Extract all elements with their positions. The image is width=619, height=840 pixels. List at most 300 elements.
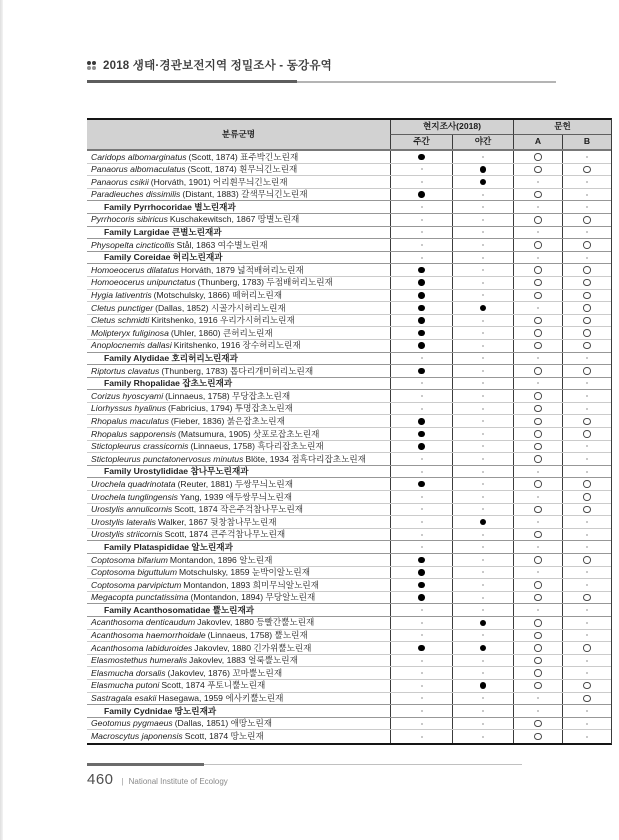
empty-dot-icon [586, 257, 588, 259]
empty-dot-icon [421, 622, 423, 624]
species-row [87, 554, 611, 567]
mark-cell-야간 [452, 227, 513, 239]
mark-cell-야간 [452, 667, 513, 679]
footer-divider: | [121, 777, 124, 786]
filled-circle-icon [418, 292, 425, 299]
mark-cell-B [562, 353, 611, 365]
mark-cell-주간 [390, 529, 452, 541]
species-row [87, 504, 611, 517]
open-circle-icon [583, 480, 591, 488]
empty-dot-icon [537, 206, 539, 208]
mark-cell-주간 [390, 693, 452, 705]
species-table [87, 118, 612, 745]
mark-cell-주간 [390, 214, 452, 226]
empty-dot-icon [482, 710, 484, 712]
column-header-night: 야간 [452, 135, 513, 150]
mark-cell-A [513, 567, 562, 579]
mark-cell-B [562, 491, 611, 503]
empty-dot-icon [586, 206, 588, 208]
footer-rule-dark [87, 763, 204, 766]
family-row [87, 541, 611, 554]
mark-cell-B [562, 390, 611, 402]
empty-dot-icon [586, 534, 588, 536]
taxon-name: Stictopleurus punctatonervosus minutus Blöte, 1934 점흑다리잡초노린재 [91, 453, 366, 464]
open-circle-icon [534, 279, 542, 287]
mark-cell-주간 [390, 554, 452, 566]
mark-cell-B [562, 189, 611, 201]
species-row [87, 529, 611, 542]
empty-dot-icon [586, 181, 588, 183]
mark-cell-주간 [390, 592, 452, 604]
empty-dot-icon [586, 156, 588, 158]
taxon-name: Homoeocerus dilatatus Horváth, 1879 넓적배허리노린재 [91, 264, 304, 275]
open-circle-icon [583, 695, 591, 703]
species-row [87, 617, 611, 630]
open-circle-icon [534, 241, 542, 249]
open-circle-icon [534, 216, 542, 224]
mark-cell-주간 [390, 516, 452, 528]
filled-circle-icon [418, 443, 425, 450]
open-circle-icon [534, 166, 542, 174]
mark-cell-야간 [452, 365, 513, 377]
taxon-name: Molipteryx fuliginosa (Uhler, 1860) 큰허리노린재 [91, 327, 273, 338]
mark-cell-A [513, 554, 562, 566]
taxon-name: Elasmucha putoni Scott, 1874 푸토니뿔노린재 [91, 680, 266, 691]
mark-cell-야간 [452, 642, 513, 654]
mark-cell-A [513, 730, 562, 743]
mark-cell-A [513, 466, 562, 478]
mark-cell-주간 [390, 415, 452, 427]
mark-cell-주간 [390, 491, 452, 503]
taxon-name: Urostylis annulicornis Scott, 1874 작은주걱참나무노린재 [91, 504, 304, 515]
mark-cell-A [513, 239, 562, 251]
empty-dot-icon [421, 471, 423, 473]
family-row [87, 252, 611, 265]
mark-cell-주간 [390, 315, 452, 327]
open-circle-icon [534, 153, 542, 161]
page-title: 2018 생태·경관보전지역 정밀조사 - 동강유역 [103, 60, 332, 72]
empty-dot-icon [421, 634, 423, 636]
table-header [87, 120, 611, 151]
empty-dot-icon [482, 508, 484, 510]
mark-cell-B [562, 617, 611, 629]
mark-cell-야간 [452, 680, 513, 692]
filled-circle-icon [418, 368, 425, 375]
empty-dot-icon [586, 408, 588, 410]
empty-dot-icon [482, 546, 484, 548]
empty-dot-icon [482, 206, 484, 208]
mark-cell-A [513, 516, 562, 528]
taxon-name: Urochela quadrinotata (Reuter, 1881) 두쌍무늬노린재 [91, 478, 293, 489]
open-circle-icon [583, 682, 591, 690]
species-row [87, 693, 611, 706]
mark-cell-B [562, 592, 611, 604]
empty-dot-icon [482, 156, 484, 158]
mark-cell-A [513, 617, 562, 629]
mark-cell-A [513, 302, 562, 314]
taxon-name: Urostylis striicornis Scott, 1874 큰주걱참나무노린재 [91, 529, 286, 540]
species-row [87, 428, 611, 441]
mark-cell-B [562, 252, 611, 264]
mark-cell-B [562, 667, 611, 679]
mark-cell-B [562, 214, 611, 226]
family-row [87, 378, 611, 391]
species-row [87, 365, 611, 378]
empty-dot-icon [482, 634, 484, 636]
mark-cell-B [562, 730, 611, 743]
species-row [87, 290, 611, 303]
species-row [87, 667, 611, 680]
open-circle-icon [534, 329, 542, 337]
family-row [87, 705, 611, 718]
mark-cell-주간 [390, 353, 452, 365]
species-row [87, 453, 611, 466]
open-circle-icon [534, 581, 542, 589]
table-body [87, 151, 611, 743]
filled-circle-icon [480, 305, 487, 312]
empty-dot-icon [586, 458, 588, 460]
filled-circle-icon [418, 305, 425, 312]
empty-dot-icon [421, 723, 423, 725]
mark-cell-야간 [452, 315, 513, 327]
mark-cell-야간 [452, 617, 513, 629]
empty-dot-icon [537, 496, 539, 498]
mark-cell-야간 [452, 302, 513, 314]
mark-cell-야간 [452, 579, 513, 591]
taxon-name: Riptortus clavatus (Thunberg, 1783) 톱다리개미허리노린재 [91, 365, 314, 376]
mark-cell-B [562, 164, 611, 176]
empty-dot-icon [537, 181, 539, 183]
mark-cell-야간 [452, 604, 513, 616]
mark-cell-A [513, 504, 562, 516]
mark-cell-주간 [390, 642, 452, 654]
mark-cell-B [562, 567, 611, 579]
filled-circle-icon [418, 154, 425, 161]
empty-dot-icon [586, 672, 588, 674]
open-circle-icon [534, 619, 542, 627]
mark-cell-주간 [390, 340, 452, 352]
mark-cell-주간 [390, 453, 452, 465]
empty-dot-icon [421, 672, 423, 674]
mark-cell-야간 [452, 415, 513, 427]
mark-cell-야간 [452, 428, 513, 440]
mark-cell-야간 [452, 340, 513, 352]
empty-dot-icon [482, 697, 484, 699]
mark-cell-B [562, 466, 611, 478]
species-row [87, 164, 611, 177]
taxon-name: Macroscytus japonensis Scott, 1874 땅노린재 [91, 731, 264, 742]
mark-cell-야간 [452, 378, 513, 390]
family-row [87, 353, 611, 366]
mark-cell-A [513, 655, 562, 667]
family-label: Family Pyrrhocoridae 별노린재과 [104, 201, 236, 212]
empty-dot-icon [537, 609, 539, 611]
column-group-field-survey: 현지조사(2018) [390, 120, 513, 135]
species-row [87, 680, 611, 693]
empty-dot-icon [482, 534, 484, 536]
mark-cell-B [562, 403, 611, 415]
open-circle-icon [583, 329, 591, 337]
mark-cell-A [513, 227, 562, 239]
mark-cell-A [513, 680, 562, 692]
mark-cell-야간 [452, 504, 513, 516]
filled-circle-icon [418, 569, 425, 576]
empty-dot-icon [482, 395, 484, 397]
species-row [87, 340, 611, 353]
empty-dot-icon [482, 559, 484, 561]
empty-dot-icon [482, 458, 484, 460]
species-row [87, 277, 611, 290]
mark-cell-야간 [452, 554, 513, 566]
empty-dot-icon [421, 357, 423, 359]
open-circle-icon [583, 317, 591, 325]
empty-dot-icon [482, 294, 484, 296]
mark-cell-야간 [452, 491, 513, 503]
mark-cell-B [562, 718, 611, 730]
empty-dot-icon [482, 433, 484, 435]
empty-dot-icon [421, 660, 423, 662]
open-circle-icon [583, 292, 591, 300]
empty-dot-icon [482, 194, 484, 196]
taxon-name: Acanthosoma denticaudum Jakovlev, 1880 등빨간뿔노린재 [91, 617, 315, 628]
open-circle-icon [534, 682, 542, 690]
open-circle-icon [583, 493, 591, 501]
mark-cell-A [513, 630, 562, 642]
mark-cell-야간 [452, 201, 513, 213]
mark-cell-A [513, 252, 562, 264]
open-circle-icon [534, 720, 542, 728]
species-row [87, 655, 611, 668]
taxon-name: Physopelta cincticollis Stål, 1863 여수별노린재 [91, 239, 268, 250]
mark-cell-B [562, 340, 611, 352]
family-row [87, 466, 611, 479]
mark-cell-A [513, 529, 562, 541]
family-label: Family Plataspididae 알노린재과 [104, 541, 233, 552]
mark-cell-주간 [390, 252, 452, 264]
open-circle-icon [534, 430, 542, 438]
mark-cell-주간 [390, 504, 452, 516]
mark-cell-주간 [390, 151, 452, 163]
family-row [87, 201, 611, 214]
open-circle-icon [534, 733, 542, 741]
empty-dot-icon [537, 521, 539, 523]
empty-dot-icon [421, 231, 423, 233]
empty-dot-icon [482, 609, 484, 611]
taxon-name: Acanthosoma labiduroides Jakovlev, 1880 긴가위뿔노린재 [91, 642, 312, 653]
empty-dot-icon [482, 370, 484, 372]
mark-cell-야간 [452, 176, 513, 188]
empty-dot-icon [421, 534, 423, 536]
mark-cell-야간 [452, 529, 513, 541]
mark-cell-주간 [390, 327, 452, 339]
mark-cell-A [513, 340, 562, 352]
mark-cell-야간 [452, 403, 513, 415]
footer-rule-light [204, 764, 522, 766]
open-circle-icon [534, 367, 542, 375]
mark-cell-주간 [390, 680, 452, 692]
mark-cell-A [513, 642, 562, 654]
mark-cell-B [562, 428, 611, 440]
empty-dot-icon [482, 244, 484, 246]
empty-dot-icon [586, 622, 588, 624]
taxon-name: Urostylis lateralis Walker, 1867 뒷창참나무노린재 [91, 516, 277, 527]
empty-dot-icon [482, 445, 484, 447]
mark-cell-주간 [390, 579, 452, 591]
empty-dot-icon [586, 660, 588, 662]
mark-cell-야간 [452, 290, 513, 302]
mark-cell-야간 [452, 214, 513, 226]
mark-cell-B [562, 642, 611, 654]
mark-cell-B [562, 315, 611, 327]
mark-cell-B [562, 705, 611, 717]
mark-cell-주간 [390, 277, 452, 289]
taxon-name: Pyrrhocoris sibiricus Kuschakewitsch, 1867 땅별노린재 [91, 214, 300, 225]
mark-cell-A [513, 378, 562, 390]
open-circle-icon [534, 594, 542, 602]
family-label: Family Alydidae 호리허리노린재과 [104, 353, 238, 363]
column-header-taxon: 분류군명 [221, 129, 256, 140]
scan-edge-artifact [0, 0, 3, 840]
mark-cell-A [513, 441, 562, 453]
family-label: Family Largidae 큰별노린재과 [104, 227, 222, 238]
mark-cell-야간 [452, 453, 513, 465]
mark-cell-A [513, 390, 562, 402]
mark-cell-주간 [390, 541, 452, 553]
family-label: Family Acanthosomatidae 뿔노린재과 [104, 604, 255, 615]
filled-circle-icon [418, 317, 425, 324]
family-label: Family Rhopalidae 잡초노린재과 [104, 378, 233, 389]
mark-cell-A [513, 164, 562, 176]
mark-cell-A [513, 491, 562, 503]
empty-dot-icon [537, 307, 539, 309]
mark-cell-A [513, 604, 562, 616]
species-row [87, 214, 611, 227]
empty-dot-icon [586, 736, 588, 738]
mark-cell-A [513, 592, 562, 604]
empty-dot-icon [482, 571, 484, 573]
filled-circle-icon [418, 645, 425, 652]
institute-name: National Institute of Ecology [128, 777, 228, 786]
mark-cell-B [562, 516, 611, 528]
mark-cell-주간 [390, 189, 452, 201]
mark-cell-주간 [390, 302, 452, 314]
taxon-name: Anoplocnemis dallasi Kiritshenko, 1916 장수허리노린재 [91, 340, 301, 351]
empty-dot-icon [537, 471, 539, 473]
mark-cell-주간 [390, 667, 452, 679]
mark-cell-B [562, 290, 611, 302]
open-circle-icon [534, 657, 542, 665]
mark-cell-A [513, 315, 562, 327]
species-row [87, 327, 611, 340]
mark-cell-B [562, 504, 611, 516]
mark-cell-주간 [390, 378, 452, 390]
empty-dot-icon [586, 357, 588, 359]
mark-cell-B [562, 604, 611, 616]
taxon-name: Sastragala esakii Hasegawa, 1959 에사키뿔노린재 [91, 693, 284, 704]
filled-circle-icon [418, 557, 425, 564]
open-circle-icon [583, 166, 591, 174]
species-row [87, 642, 611, 655]
mark-cell-A [513, 290, 562, 302]
filled-circle-icon [480, 179, 487, 186]
mark-cell-야간 [452, 327, 513, 339]
species-row [87, 718, 611, 731]
empty-dot-icon [421, 395, 423, 397]
mark-cell-A [513, 201, 562, 213]
mark-cell-B [562, 239, 611, 251]
mark-cell-주간 [390, 164, 452, 176]
mark-cell-야간 [452, 693, 513, 705]
page-footer [87, 771, 228, 788]
page-number: 460 [87, 771, 114, 788]
mark-cell-B [562, 441, 611, 453]
mark-cell-B [562, 541, 611, 553]
empty-dot-icon [421, 546, 423, 548]
mark-cell-야간 [452, 239, 513, 251]
empty-dot-icon [482, 357, 484, 359]
open-circle-icon [534, 443, 542, 451]
mark-cell-주간 [390, 239, 452, 251]
mark-cell-A [513, 541, 562, 553]
mark-cell-A [513, 705, 562, 717]
species-row [87, 478, 611, 491]
taxon-name: Hygia lativentris (Motschulsky, 1866) 떼허리노린재 [91, 290, 283, 301]
mark-cell-야간 [452, 705, 513, 717]
mark-cell-B [562, 630, 611, 642]
species-row [87, 264, 611, 277]
mark-cell-B [562, 529, 611, 541]
open-circle-icon [534, 531, 542, 539]
mark-cell-야간 [452, 541, 513, 553]
mark-cell-A [513, 415, 562, 427]
taxon-name: Caridops albomarginatus (Scott, 1874) 표주박긴노린재 [91, 151, 299, 162]
empty-dot-icon [421, 685, 423, 687]
open-circle-icon [583, 367, 591, 375]
empty-dot-icon [482, 332, 484, 334]
empty-dot-icon [482, 723, 484, 725]
empty-dot-icon [482, 483, 484, 485]
mark-cell-A [513, 327, 562, 339]
open-circle-icon [534, 418, 542, 426]
species-row [87, 176, 611, 189]
taxon-name: Corizus hyoscyami (Linnaeus, 1758) 무당잡초노린재 [91, 390, 291, 401]
open-circle-icon [534, 455, 542, 463]
mark-cell-A [513, 428, 562, 440]
species-row [87, 403, 611, 416]
taxon-name: Liorhyssus hyalinus (Fabricius, 1794) 투명잡초노린재 [91, 403, 293, 414]
mark-cell-주간 [390, 630, 452, 642]
open-circle-icon [534, 405, 542, 413]
open-circle-icon [534, 191, 542, 199]
mark-cell-B [562, 201, 611, 213]
species-row [87, 239, 611, 252]
filled-circle-icon [480, 682, 487, 689]
open-circle-icon [534, 632, 542, 640]
mark-cell-야간 [452, 252, 513, 264]
open-circle-icon [583, 556, 591, 564]
empty-dot-icon [482, 672, 484, 674]
species-row [87, 592, 611, 605]
empty-dot-icon [482, 420, 484, 422]
mark-cell-주간 [390, 705, 452, 717]
mark-cell-야간 [452, 718, 513, 730]
taxon-name: Stictopleurus crassicornis (Linnaeus, 1758) 흑다리잡초노린재 [91, 441, 324, 452]
empty-dot-icon [421, 458, 423, 460]
mark-cell-B [562, 327, 611, 339]
mark-cell-B [562, 176, 611, 188]
empty-dot-icon [586, 382, 588, 384]
mark-cell-B [562, 680, 611, 692]
